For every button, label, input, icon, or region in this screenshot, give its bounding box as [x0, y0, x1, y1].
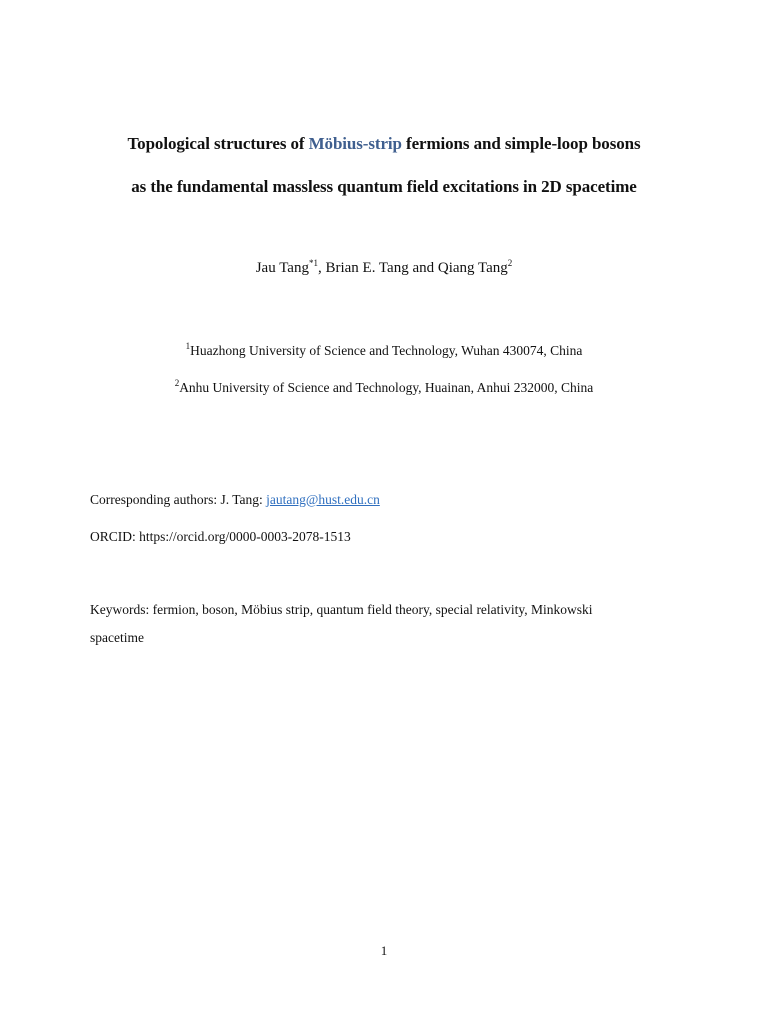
keywords-line-2: spacetime: [90, 630, 144, 645]
affiliation-2: [0, 380, 768, 396]
page-number: 1: [380, 943, 388, 958]
orcid-line: ORCID: https://orcid.org/0000-0003-2078-1513: [90, 529, 351, 544]
author-1-affiliation-mark: *1: [308, 258, 318, 268]
affiliation-2-mark: 2: [174, 378, 180, 388]
corresponding-email-link[interactable]: jautang@hust.edu.cn: [266, 492, 380, 507]
keywords-line-1: Keywords: fermion, boson, Möbius strip, quantum field theory, special relativity, Minkowski: [90, 602, 593, 617]
author-names-rest: , Brian E. Tang and Qiang Tang: [317, 260, 508, 276]
paper-title-line-2: as the fundamental massless quantum field excitations in 2D spacetime: [131, 177, 637, 196]
author-list: [0, 260, 768, 277]
affiliation-1: [0, 343, 768, 359]
affiliation-2-text: Anhu University of Science and Technology, Huainan, Anhui 232000, China: [179, 380, 594, 395]
title-text-part-1: Topological structures of: [127, 134, 309, 153]
title-text-part-2: fermions and simple-loop bosons: [401, 134, 641, 153]
affiliation-1-text: Huazhong University of Science and Technology, Wuhan 430074, China: [190, 343, 583, 358]
title-accent-text: Möbius-strip: [308, 134, 402, 153]
author-name-1: Jau Tang: [255, 260, 309, 276]
paper-title-line-1: [0, 134, 768, 154]
corresponding-author: [90, 492, 690, 508]
affiliation-1-mark: 1: [185, 341, 191, 351]
corresponding-author-label: Corresponding authors: J. Tang:: [90, 492, 267, 507]
author-rest-affiliation-mark: 2: [507, 258, 513, 268]
